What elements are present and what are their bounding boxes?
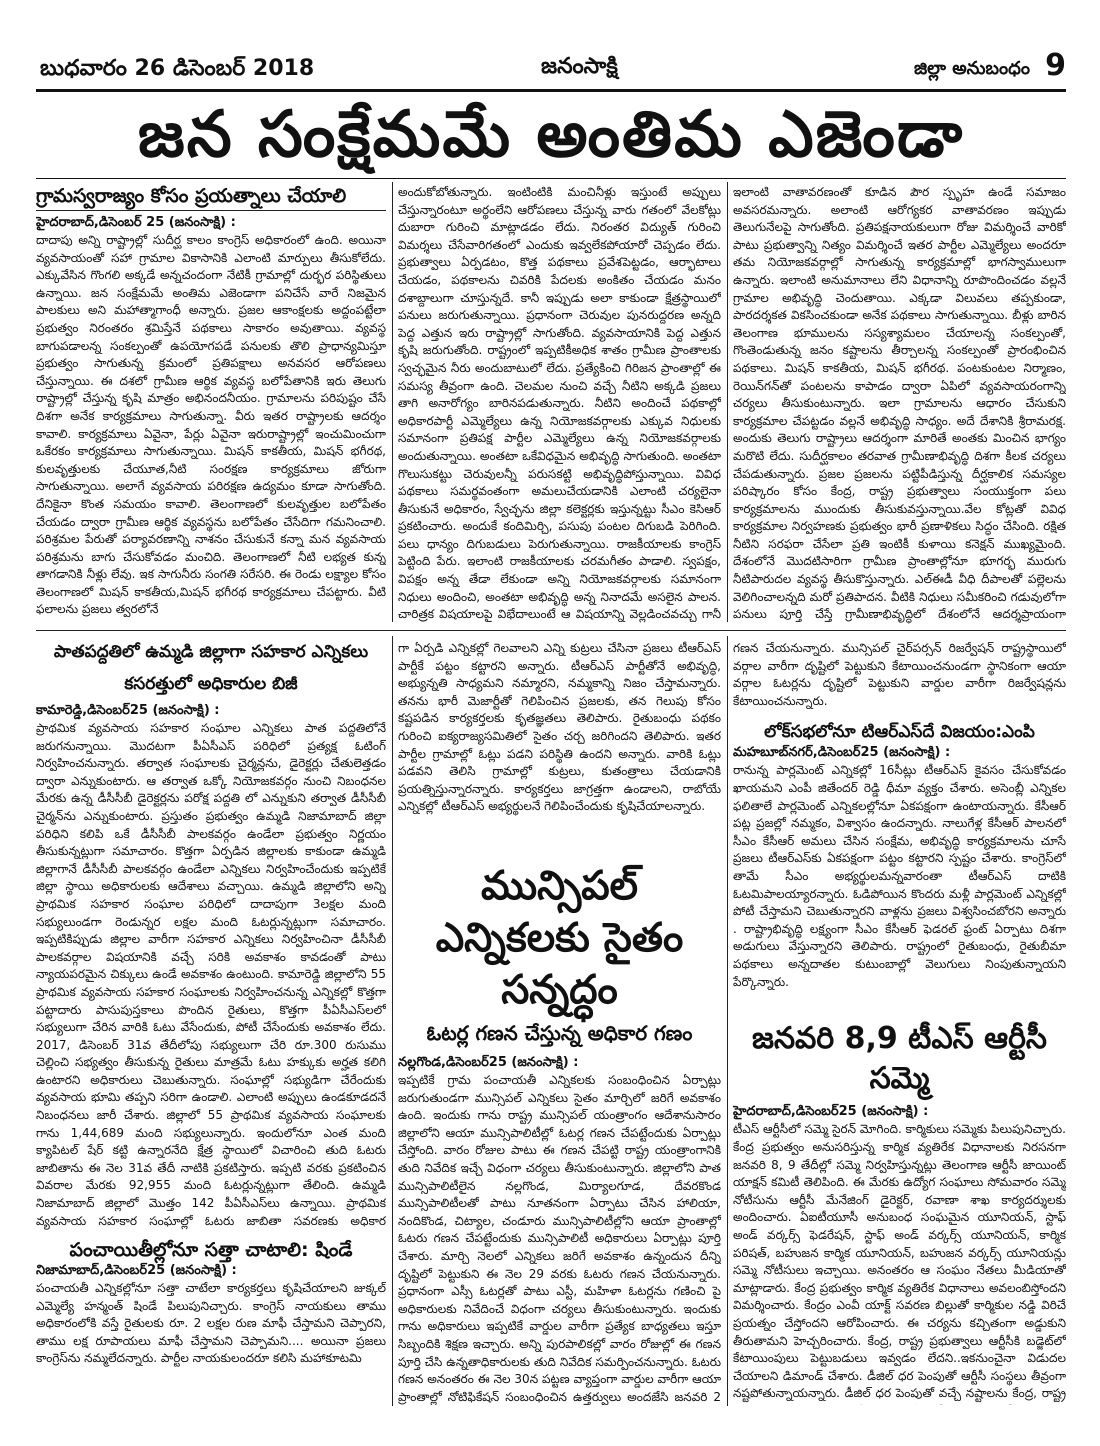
article-body: ఇప్పటికే గ్రామ పంచాయతీ ఎన్నికలకు సంబంధించిన ఏర్పాట్లు జరుగుతుండగా మున్సిపల్ ఎన్నికలు సైతం మార్చిలో జరిగే అవకాశం ఉంది. ఇందుకు గాను రాష్ట్ర మున్సిపల్ యంత్రాంగం ఆదేశానుసారం జిల్లాలోని ఆయా మున్సిపాలిటీల్లో ఓటర్ల గణన చేపట్టేందుకు ఏర్పాట్లు చేస్తోంది. వారం రోజుల పాటు ఈ గణన చేపట్టి రాష్ట్ర యంత్రాంగానికి తుది నివేదిక ఇచ్చే విధంగా చర్యలు తీసుకుంటున్నారు. జిల్లాలోని పాత మున్సిపాలిటీలైన నల్లగొండ, మిర్యాలగూడ, దేవరకొండ మున్సిపాలిటీలతో పాటు నూతనంగా ఏర్పాటు చేసిన హాలియా, నందికొండ, చిట్యాల, చండూరు మున్సిపాలిటీల్లోని ఆయా ప్రాంతాల్లో ఓటరు గణన చేపట్టేందుకు మున్సిపాలిటీ అధికారులు ఏర్పాట్లు పూర్తి చేశారు. మార్చి నెలలో ఎన్నికలు జరిగే అవకాశం ఉన్నందున దీన్ని దృష్టిలో పెట్టుకుని ఈ నెల 29 వరకు ఓటరు గణన చేయనున్నారు. ప్రధానంగా ఎస్సీ ఓటర్లతో పాటు ఎస్టీ, మహిళా ఓటర్లను గణించి పై అధికారులకు నివేదించే విధంగా చర్యలు తీసుకుంటున్నారు. ఇందుకు గాను అధికారులు ఇప్పటికే వార్డుల వారీగా ప్రత్యేక బాధ్యతలు ఇస్తూ సిబ్బందికి శిక్షణ ఇచ్చారు. అన్ని పురపాలికల్లో వారం రోజుల్లో ఈ గణన పూర్తి చేసి ఉన్నతాధికారులకు తుది నివేదిక సమర్పించనున్నారు. ఓటరు గణన అనంతరం ఈ నెల 30న పట్టణ వ్యాప్తంగా వార్డుల వారీగా ఆయా ప్రాంతాల్లో నోటిఫికేషన్ సంబంధించిన ఉత్తర్వులు అందజేసి జనవరి 2 bbox=[398, 1073, 721, 1404]
paper-name: జనంసాక్షి bbox=[541, 54, 618, 79]
article-title: పాతపద్దతిలో ఉమ్మడి జిల్లాగా సహకార ఎన్నికలు bbox=[53, 642, 369, 662]
band-rule bbox=[36, 630, 1066, 631]
article-title-rtc-strike: జనవరి 8,9 టీఎస్ ఆర్టీసీ సమ్మె bbox=[752, 1021, 1047, 1097]
dateline: మహబూబ్‌నగర్,డిసెంబర్25 (జనంసాక్షి) : bbox=[733, 745, 951, 761]
dateline: హైదరాబాద్,డిసెంబర్ 25 (జనంసాక్షి) : bbox=[36, 215, 236, 230]
article-body: పంచాయతీ ఎన్నికల్లోనూ సత్తా చాటేలా కార్యకర్తలు కృషిచేయాలని జుక్కల్ ఎమ్మెల్యే హన్మంత్ షిండే పిలుపునిచ్చారు. కాంగ్రెస్ నాయకులు తాము అధికారంలోకి వస్తే రైతులకు రూ. 2 లక్షల రుణ మాఫీ చేస్తామని చెప్పారని, తాము లక్ష రూపాయలు మాఫీ చేస్తామని చెప్పామని.... అయినా ప్రజలు కాంగ్రెస్‌ను నమ్మలేదన్నారు. పార్టీల నాయకులందరూ కలిసి మహాకూటమి bbox=[36, 1281, 386, 1366]
dateline: కామారెడ్డి,డిసెంబర్25 (జనంసాక్షి) : bbox=[36, 703, 220, 718]
article-loksabha bbox=[733, 640, 1066, 1405]
article-title-shinde: పంచాయితీల్లోనూ సత్తా చాటాలి: షిండే bbox=[69, 1239, 353, 1261]
masthead-rule bbox=[36, 89, 1066, 92]
main-headline: జన సంక్షేమమే అంతిమ ఎజెండా bbox=[137, 98, 965, 172]
article-title: లోక్‌సభలోనూ టిఆర్‌ఎస్‌దే విజయం:ఎంపి bbox=[764, 722, 1035, 743]
article-gramaswarajyam-continued bbox=[398, 184, 721, 624]
article-cooperative-elections bbox=[36, 640, 386, 1405]
article-title: మున్సిపల్ ఎన్నికలకు సైతం సన్నద్ధం bbox=[435, 863, 684, 1013]
article-body: ఇలాంటి వాతావరణంతో కూడిన పౌర స్పృహ ఉండే సమాజం అవసరమన్నారు. అలాంటి ఆరోగ్యకర వాతావరణం ఇప్పుడు తెలుగునేలపై సాగుతోంది. ప్రతిపక్షనాయకులుగా రోజు విమర్శించే వారికో పాటు ప్రభుత్వాన్ని నిత్యం విమర్శించే ఇతర పార్టీల ఎమ్మెల్యేలు అందరూ తమ నియోజకవర్గాల్లో సాగుతున్న కార్యక్రమాల్లో భాగస్వాములుగా ఉన్నారు. ఇలాంటి అనుమానాలు లేని విధానాన్ని రూపొందించడం వల్లనే గ్రామాల అభివృద్ధి చెందుతాయి. ఎక్కడా విలువలు తప్పకుండా, పారదర్శకత వికసించకుండా అనేక పథకాలు సాగుతున్నాయి. బీళ్లు బారిన తెలంగాణ భూములను సస్యశ్యామలం చేయాలన్న సంకల్పంతో, గొంతెండుతున్న జనం కష్టాలను తీర్చాలన్న సంకల్పంతో ప్రారంభించిన పథకాలు. మిషన్ కాకతీయ, మిషన్ భగీరథ. పంటకుంటల నిర్మాణం, రెయిన్‌గన్‌తో పంటలను కాపాడం ద్వారా ఏపిలో వ్యవసాయరంగాన్ని చర్యలు తీసుకుంటున్నారు. ఇలా గ్రామాలను ఆధారం చేసుకుని కార్యక్రమాల చేపట్టడం వల్లనే అభివృద్ధి సాధ్యం. అదే దేశానికి శ్రీరామరక్ష. అందుకు తెలుగు రాష్ట్రాలు ఆదర్శంగా మారితే అంతకు మించిన భాగ్యం మరొటి లేదు. సుదీర్ఘకాలం తరవాత గ్రామీణాభివృద్ధి దిశగా కీలక చర్యలు చేపడుతున్నారు. ప్రజల ప్రజలను పట్టిపీడిస్తున్న దీర్ఘకాలిక సమస్యల పరిష్కారం కోసం కేంద్ర, రాష్ట్ర ప్రభుత్వాలు సంయుక్తంగా పలు కార్యక్రమాలను ముందుకు తీసుకువస్తున్నాయి.వేల కోట్లతో వివిధ కార్యక్రమాల నిర్వహణకు ప్రభుత్వం భారీ ప్రణాళికలు సిద్ధం చేసింది. రక్షిత నీటిని సరఫరా చేసేలా ప్రతి ఇంటికీ కుళాయి కనెక్షన్ ముఖ్యమైంది. దేశంలోనే మొదటిసారిగా గ్రామీణ ప్రాంతాల్లోనూ భూగర్భ మురుగు నీటిపారుదల వ్యవస్థ తీసుకొస్తున్నారు. ఎల్‌ఈడీ వీధి దీపాలతో పల్లెలను వెలిగించాలన్నది మరో ప్రతిపాదన. వీటికి నిధులు సమీకరించి గడువులోగా పనులు పూర్తి చేస్తే గ్రామీణాభివృద్ధిలో దేశంలోనే ఆదర్శప్రాయంగా bbox=[733, 185, 1066, 622]
dateline: హైదరాబాద్,డిసెంబర్25 (జనంసాక్షి) : bbox=[733, 1104, 929, 1120]
title-rule bbox=[36, 210, 386, 211]
article-body: రానున్న పార్లమెంట్ ఎన్నికల్లో 16సీట్లు టీఆర్‌ఎస్ కైవసం చేసుకోవడం ఖాయమని ఎంపీ జితేందర్ రెడ్డి ధీమా వ్యక్తం చేశారు. అసెంబ్లీ ఎన్నికల ఫలితాలే పార్లమెంట్ ఎన్నికలల్లోనూ ఏకపక్షంగా ఉంటాయన్నారు. కేసీఆర్ పట్ల ప్రజల్లో నమ్మకం, విశ్వాసం ఉందన్నారు. నాలుగేళ్ల కేసీఆర్ పాలనలో సీఎం కేసీఆర్ అమలు చేసిన సంక్షేమ, అభివృద్ధి కార్యక్రమాలను చూసే ప్రజలు టీఆర్‌ఎస్‌కు ఏకపక్షంగా పట్టం కట్టారని స్పష్టం చేశారు. కాంగ్రెస్‌లో తామే సీఎం అభ్యర్థులమన్నవారంతా టీఆర్‌ఎస్ దాటికి ఓటమిపాలయ్యారన్నారు. ఓడిపోయిన కొందరు మళ్లీ పార్లమెంట్ ఎన్నికల్లో పోటీ చేస్తామని చెబుతున్నారని వాళ్లను ప్రజలు విశ్వసించబోరని అన్నారు . రాష్ట్రాభివృద్ధి లక్ష్యంగా సీఎం కేసీఆర్ ఫెడరల్ ఫ్రంట్ ఏర్పాటు దిశగా అడుగులు వేస్తున్నారని తెలిపారు. రాష్ట్రంలో రైతుబంధు, రైతుబీమా పథకాలు అన్నదాతల కుటుంబాల్లో వెలుగులు నింపుతున్నాయని పేర్కొన్నారు. bbox=[733, 763, 1066, 989]
article-subtitle: కసరత్తులో అధికారుల బిజీ bbox=[124, 674, 298, 694]
issue-date: బుధవారం 26 డిసెంబర్ 2018 bbox=[40, 56, 315, 81]
article-municipal-elections bbox=[398, 640, 721, 1405]
article-body: టీఎస్ ఆర్టీసీలో సమ్మె సైరన్ మోగింది. కార్మికులు సమ్మెకు పిలుపునిచ్చారు. కేంద్ర ప్రభుత్వం అనుసరిస్తున్న కార్మిక వ్యతిరేక విధానాలకు నిరసనగా జనవరి 8, 9 తేదీల్లో సమ్మె నిర్వహిస్తున్నట్లు తెలంగాణ ఆర్టీసీ జాయింట్ యాక్షన్ కమిటీ తెలిపింది. ఈ మేరకు ఉద్యోగ సంఘాలు సోమవారం సమ్మె నోటీసును ఆర్టీసీ మేనేజింగ్ డైరెక్టర్, రవాణా శాఖ కార్యదర్శులకు అందించారు. ఏఐటీయూసీ అనుబంధ సంఘమైన యూనియన్, స్టాఫ్ అండ్ వర్కర్స్ ఫెడరేషన్, స్టాఫ్ అండ్ వర్కర్స్ యూనియన్, కార్మిక పరిషత్, బహుజన కార్మిక యూనియన్, బహుజన వర్కర్స్ యూనియన్లు సమ్మె నోటీసులు ఇచ్చాయి. అనంతరం ఆ సంఘం నేతలు మీడియాతో మాట్లాడారు. కేంద్ర ప్రభుత్వం కార్మిక వ్యతిరేక విధానాలు అవలంబిస్తోందని విమర్శించారు. కేంద్రం ఎంవీ యాక్ట్ సవరణ బిల్లుతో కార్మికుల నడ్డి విరిచే ప్రయత్నం చేస్తోందని ఆరోపించారు. ఈ చర్యను కచ్చితంగా అడ్డుకుని తీరుతామని హెచ్చరించారు. కేంద్ర, రాష్ట్ర ప్రభుత్వాలు ఆర్టీసీకి బడ్జెట్‌లో కేటాయింపులు పెట్టుబడులు ఇవ్వడం లేదని..ఇకనుంచైనా విడుదల చేయాలని డిమాండ్ చేశారు. డీజిల్ ధర పెంపుతో ఆర్టీసీ సంస్థలు తీవ్రంగా నష్టపోతున్నాయన్నారు. డీజిల్ ధర పెంపుతో వచ్చే నష్టాలను కేంద్ర, రాష్ట్ర bbox=[733, 1122, 1066, 1401]
column-rule bbox=[727, 636, 728, 1406]
article-subtitle: ఓటర్ల గణన చేస్తున్న అధికార గణం bbox=[426, 1021, 693, 1045]
article-body: దాదాపు అన్ని రాష్ట్రాల్లో సుదీర్ఘ కాలం కాంగ్రెస్ అధికారంలో ఉంది. అయినా వ్యవసాయంతో సహా గ్రామాల వికాసానికి ఎలాంటి మార్పులు తీసుకోలేదు. ఎక్కువేసిన గొంగలి అక్కడే అన్నచందంగా నేటికీ గ్రామాల్లో దుర్భర పరిస్థితులు ఉన్నాయి. జన సంక్షేమమే అంతిమ ఎజెండాగా పనిచేసే వారే నిజమైన పాలకులు అని మహాత్మాగాంధీ అన్నారు. ప్రజల ఆకాంక్షలకు అద్దంపట్టేలా ప్రభుత్వం నిరంతరం శ్రమిస్తేనే పథకాలు సాకారం అవుతాయి. వ్యవస్థ బాగుపడాలన్న సంకల్పంతో ఉపయోగపడే పనులకు తొలి ప్రాధాన్యమిస్తూ ప్రభుత్వం సాగుతున్న క్రమంలో ప్రతిపక్షాలు అనవసర ఆరోపణలు చేస్తున్నాయి. ఈ దశలో గ్రామీణ ఆర్థిక వ్యవస్థ బలోపేతానికి ఇరు తెలుగు రాష్ట్రాల్లో చేస్తున్న కృషి మాత్రం అభినందనీయం. గ్రామాలను పరిపుష్టం చేసే దిశగా అనేక కార్యక్రమాలు సాగుతున్నా. వీరు ఇతర రాష్ట్రాలకు ఆదర్శం కావాలి. కార్యక్రమాలు ఏవైనా, పేర్లు ఏవైనా ఇరురాష్ట్రాల్లో ఇంచుమించుగా ఒకేరకం కార్యక్రమాలు సాగుతున్నాయి. మిషన్ కాకతీయ, మిషన్ భగీరథ, కులవృత్తులకు చేయూత,నీటి సంరక్షణ కార్యక్రమాలు జోరుగా సాగుతున్నాయి. అలాగే వ్యవసాయ పరిరక్షణ ఉద్యమం కూడా సాగుతోంది. దేనికైనా కొంత సమయం కావాలి. తెలంగాణలో కులవృత్తుల బలోపేతం చేయడం ద్వారా గ్రామీణ ఆర్థిక వ్యవస్థను బలోపేతం చేసేదిగా గమనించాలి. పరిశ్రమల పేరుతో పర్యావరణాన్ని నాశనం చేసుకునే కన్నా మన వ్యవసాయ పరిశ్రమను బాగు చేసుకోవడం మంచిది. తెలంగాణలో నీటి లభ్యత కున్న తాగడానికి నీళ్లు లేవు. ఇక సాగునీరు సంగతి సరేసరి. ఈ రెండు లక్ష్యాల కోసం తెలంగాణలో మిషన్ కాకతీయ,మిషన్ భగీరథ కార్యక్రమాలు చేపట్టారు. వీటి ఫలాలను ప్రజలు త్వరలోనే bbox=[36, 233, 386, 617]
article-body: అందుకోబోతున్నారు. ఇంటింటికి మంచినీళ్లు ఇస్తుంటే అప్పులు చేస్తున్నారంటూ అర్థంలేని ఆరోపణలు చేస్తున్న వారు గతంలో వేలకోట్లు దుబారా గురించి మాట్లాడడం లేదు. నిరంతర విద్యుత్ గురించి విమర్శలు చేసేవారిగతంలో ఎందుకు ఇవ్వలేకపోయారో చెప్పడం లేదు. ప్రభుత్వాలు ఏర్పడటం, కొత్త పథకాలు ప్రవేశపెట్టడం, ఆర్భాటాలు చేయడం, పథకాలను చివరికి పేదలకు అంకితం చేయడం మనం దశాబ్దాలుగా చూస్తున్నదే. కానీ ఇప్పుడు అలా కాకుండా క్షేత్రస్థాయిలో పనులు జరుగుతున్నాయి. ప్రధానంగా చెరువుల పునరుద్దరణ అన్నది పెద్ద ఎత్తున ఇరు రాష్ట్రాల్లో సాగుతోంది. వ్యవసాయానికి పెద్ద ఎత్తున కృషి జరుగుతోంది. రాష్ట్రంలో ఇప్పటికీఅధిక శాతం గ్రామీణ ప్రాంతాలకు స్వచ్ఛమైన నీరు అందుబాటులో లేదు. ప్రత్యేకించి గిరిజన ప్రాంతాల్లో ఈ సమస్య తీవ్రంగా ఉంది. చెలమల నుంచి వచ్చే నీటిని అక్కడి ప్రజలు తాగి అనారోగ్యం బారినపడుతున్నారు. నీటిని అందించే పథకాల్లో అధికారపార్టీ ఎమ్మెల్యేలు ఉన్న నియోజకవర్గాలకు ఎక్కువ నిధులకు సమానంగా ప్రతిపక్ష పార్టీల ఎమ్మెల్యేలు ఉన్న నియోజకవర్గాలకు అందుతున్నాయి. అంతటా ఒకేవిధమైన అభివృద్ధి సాగుతుంది. అంతటా గొలుసుకట్టు చెరువులన్నీ పరుసకట్టి అభివృద్ధిపోస్తున్నాయి. వివిధ పథకాలు సమర్థవంతంగా అమలుచేయడానికి ఎలాంటి చర్యలైనా తీసుకునే అధికారం, స్వేచ్ఛను జిల్లా కలెక్టర్లకు ఇస్తున్నట్టు సీఎం కెసిఆర్ ప్రకటించారు. అందుకే కందిమిర్చి, పసుపు పంటల దిగుబడి పెరిగింది. పలు ధాన్యం దిగుబడులు పెరుగుతున్నాయి. రాజకీయాలకు కాంగ్రెస్ పెట్టింది పేరు. ఇలాంటి రాజకీయాలకు చరమగీతం పాడాలి. స్వపక్షం, విపక్షం అన్న తేడా లేకుండా అన్ని నియోజకవర్గాలకు సమానంగా నిధులు అందించి, అంతటా అభివృద్ధి అన్న నినాదమే అసలైన పాలన. చారిత్రక విషయాలపై విభేదాలుంటే ఆ విషయాన్ని వెల్లడించవచ్చు గానీ bbox=[398, 185, 721, 622]
dateline: నల్లగొండ,డిసెంబర్25 (జనంసాక్షి) : bbox=[398, 1055, 579, 1070]
masthead bbox=[36, 48, 1066, 88]
dateline: నిజామాబాద్,డిసెంబర్25 (జనంసాక్షి) : bbox=[36, 1263, 237, 1278]
column-rule bbox=[392, 182, 393, 622]
article-gramaswarajyam bbox=[36, 184, 386, 624]
section-name: జిల్లా అనుబంధం bbox=[914, 58, 1030, 79]
article-body: ప్రాథమిక వ్యవసాయ సహకార సంఘాల ఎన్నికలు పాత పద్దతిలోనే జరుగనున్నాయి. మొదటగా పీఏసీఎస్ పరిధిలో ప్రత్యక్ష ఓటింగ్ నిర్వహించనున్నారు. తర్వాత సంఘాలకు చైర్మన్లను, డైరెక్టర్లు చేతులెత్తడం ద్వారా ఎన్నుకుంటారు. ఆ తర్వాత ఒక్కో నియోజకవర్గం నుంచి నిబంధనల మేరకు ఉన్న డీసీసీబీ డైరెక్టర్లను పరోక్ష పద్దతి లో ఎన్నుకుని తర్వాత డీసీసీబీ చైర్మన్‌ను ఎన్నుకుంటారు. ప్రస్తుతం ప్రభుత్వం ఉమ్మడి నిజామాబాద్ జిల్లా పరిధిని కలిపి ఒకే డీసీసీబీ పాలకవర్గం ఉండేలా ప్రభుత్వం నిర్ణయం తీసుకున్నట్లుగా సమాచారం. కొత్తగా ఏర్పడిన జిల్లాలకు కాకుండా ఉమ్మడి జిల్లాగానే డీసీసీబీ పాలకవర్గం ఉండేలా ఎన్నికలు నిర్వహించేందుకు ఇప్పటికే జిల్లా స్థాయి అధికారులకు ఆదేశాలు వచ్చాయి. ఉమ్మడి జిల్లాలోని అన్ని ప్రాథమిక సహకార సంఘాల పరిధిలో దాదాపుగా 3లక్షల మంది సభ్యులుండగా రెండున్నర లక్షల మంది ఓటర్లున్నట్లుగా సమాచారం. ఇప్పటికిప్పుడు జిల్లాల వారీగా సహకార ఎన్నికలు నిర్వహించినా డీసీసీబీ పాలకవర్గాల విషయానికి వచ్చే సరికి అవకాశం కావడంతో పాటు న్యాయపరమైన చిక్కులు ఉండే అవకాశం ఉంటుంది. కామారెడ్డి జిల్లాలోని 55 ప్రాథమిక వ్యవసాయ సహకార సంఘాలకు నిర్వహించనున్న ఎన్నికల్లో కొత్తగా పట్టాదారు పాసుపుస్తకాలు పొందిన రైతులు, కొత్తగా పీఏసీఎస్‌లలో సభ్యులుగా చేరిన వారికి ఓటు వేసేందుకు, పోటీ చేసేందుకు అవకాశం లేదు. 2017, డిసెంబర్ 31వ తేదీలోపు సభ్యులుగా చేరి రూ.300 రుసుము చెల్లించి సభ్యత్వం తీసుకున్న రైతులు మాత్రమే ఓటు హక్కుకు అర్హత కలిగి ఉంటారని అధికారులు చెబుతున్నారు. సంఘాల్లో సభ్యుడిగా చేరేందుకు వ్యవసాయ భూమి తప్పని సరిగా ఉండాలి. ఎలాంటి అప్పులు ఉండకూడదనే నిబంధనలు జారీ చేశారు. జిల్లాలో 55 ప్రాథమిక వ్యవసాయ సంఘాలకు గాను 1,44,689 మంది సభ్యులున్నారు. ఇందులోనూ ఎంత మంది క్యాపిటల్ షేర్ కట్టి ఉన్నారనేది క్షేత్ర స్థాయిలో విచారించి తుది ఓటరు జాబితాను ఈ నెల 31వ తేదీ నాటికి ప్రకటిస్తారు. ఇప్పటి వరకు ప్రకటించిన వివరాల మేరకు 92,955 మంది ఓటర్లున్నట్లుగా తేలింది. ఉమ్మడి నిజామాబాద్ జిల్లాలో మొత్తం 142 పీఏసీఎస్‌లు ఉన్నాయి. ప్రాథమిక వ్యవసాయ సహకార సంఘాల్లో ఓటరు జాబితా సవరణకు అధికార bbox=[36, 721, 386, 1228]
article-gramaswarajyam-continued bbox=[733, 184, 1066, 624]
column-rule bbox=[392, 636, 393, 1406]
article-lead: గణన చేయనున్నారు. మున్సిపల్ చైర్‌పర్సన్ రిజర్వేషన్ రాష్ట్రస్థాయిలో వర్గాల వారీగా దృష్టిలో పెట్టుకుని కేటాయించనుండగా స్థానికంగా ఆయా వర్గాల ఓటర్లను దృష్టిలో పెట్టుకుని వార్డుల వారీగా రిజర్వేషన్లను కేటాయించనున్నారు. bbox=[733, 641, 1066, 708]
page-number: 9 bbox=[1045, 48, 1066, 83]
article-lead: గా ఏర్పడి ఎన్నికల్లో గెలవాలని ఎన్ని కుట్రలు చేసినా ప్రజలు టీఆర్‌ఎస్ పార్టీకే పట్టం కట్టారని అన్నారు. టీఆర్‌ఎస్ పార్టీతోనే అభివృద్ధి, అభ్యున్నతి సాధ్యమని నమ్మారని, నమ్మకాన్ని నిజం చేస్తామన్నారు. తనను భారీ మెజార్టీతో గెలిపించిన ప్రజలకు, తన గెలుపు కోసం కష్టపడిన కార్యకర్తలకు కృతజ్ఞతలు తెలిపారు. రైతుబంధు పథకం గురించి ఐక్యరాజ్యసమితిలో సైతం చర్చ జరిగిందని తెలిపారు. ఇతర పార్టీల గ్రామాల్లో ఓట్లు పడని పరిస్థితి ఉందని అన్నారు. వారికి ఓట్లు పడవని తెలిసి గ్రామాల్లో కుట్రలు, కుతంత్రాలు చేయడానికి ప్రయత్నిస్తున్నారన్నారు. కార్యకర్తలు జాగ్రత్తగా ఉండాలని, రాబోయే ఎన్నికల్లో టీఆర్‌ఎస్ అభ్యర్థులనే గెలిపించేందుకు కృషిచేయాలన్నారు. bbox=[398, 641, 721, 814]
column-rule bbox=[727, 182, 728, 622]
headline-rule bbox=[36, 178, 1066, 179]
article-title: గ్రామస్వరాజ్యం కోసం ప్రయత్నాలు చేయాలి bbox=[36, 185, 347, 207]
